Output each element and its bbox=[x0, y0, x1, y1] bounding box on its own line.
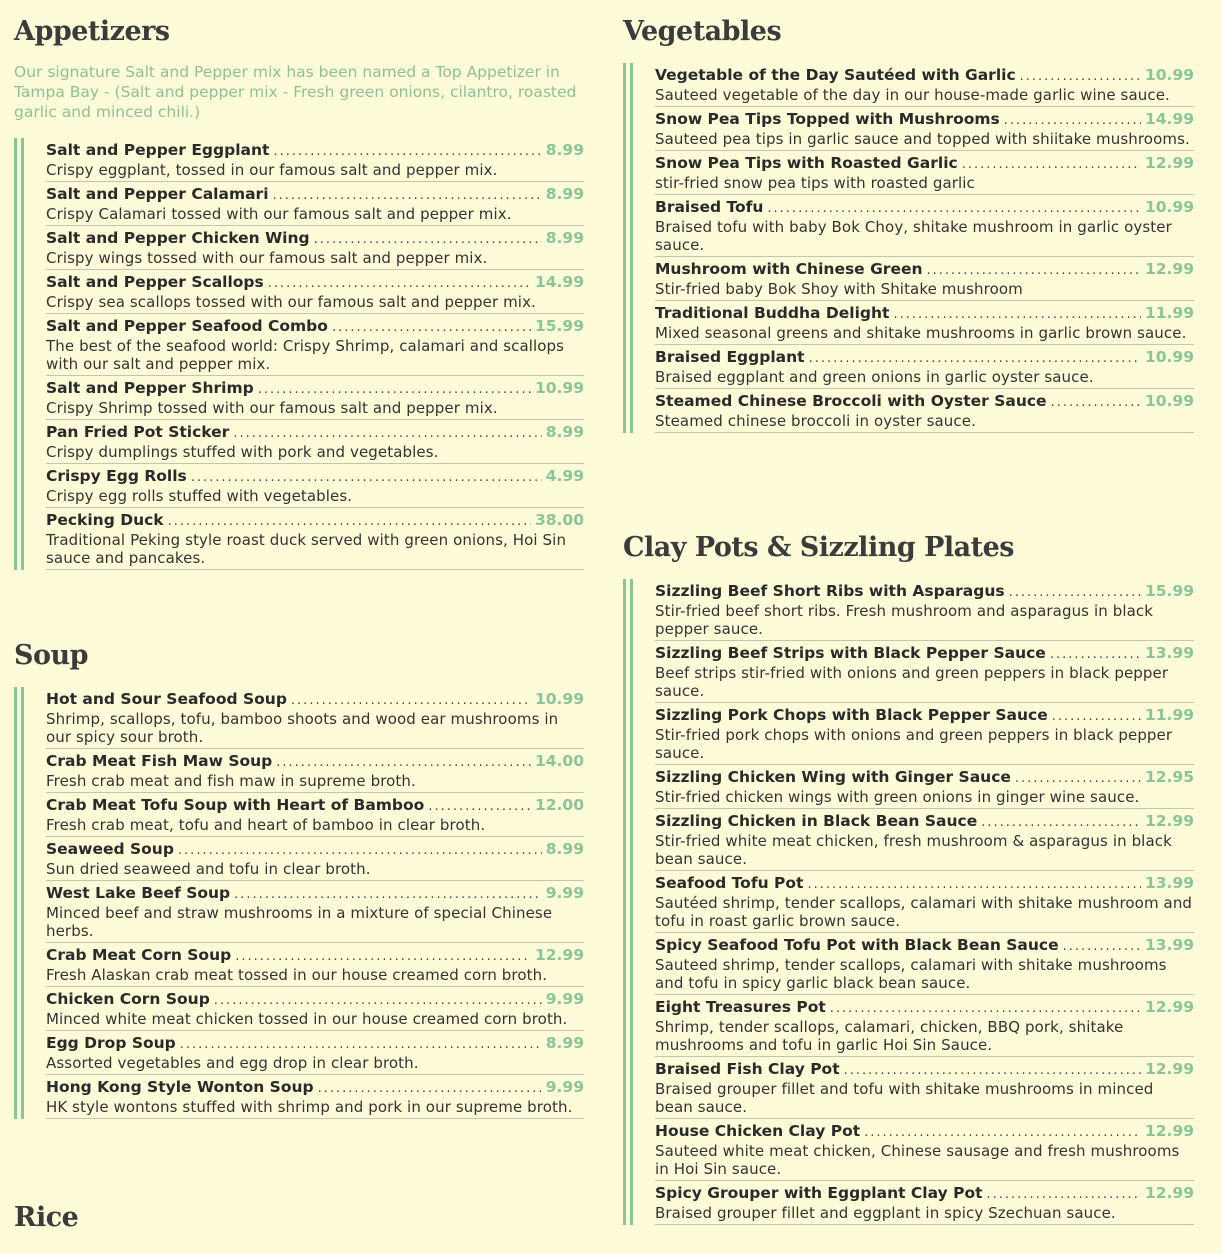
menu-item-name: Salt and Pepper Seafood Combo bbox=[46, 317, 328, 335]
menu-item-header bbox=[655, 768, 1194, 788]
menu-item-header bbox=[46, 185, 584, 205]
dot-leader bbox=[1063, 937, 1141, 956]
menu-item-header bbox=[46, 690, 584, 710]
menu-item-header bbox=[46, 141, 584, 161]
menu-item-description: Stir-fried white meat chicken, fresh mushroom & asparagus in black bean sauce. bbox=[655, 832, 1172, 868]
menu-item-name: Crab Meat Tofu Soup with Heart of Bamboo bbox=[46, 796, 425, 814]
menu-item-description: Braised grouper fillet and eggplant in spicy Szechuan sauce. bbox=[655, 1204, 1116, 1222]
menu-item bbox=[46, 987, 584, 1031]
menu-item-description: Shrimp, scallops, tofu, bamboo shoots and wood ear mushrooms in our spicy sour broth. bbox=[46, 710, 559, 746]
dot-leader bbox=[180, 1035, 542, 1054]
menu-item-description: Braised grouper fillet and tofu with shitake mushrooms in minced bean sauce. bbox=[655, 1080, 1154, 1116]
menu-item-description: stir-fried snow pea tips with roasted garlic bbox=[655, 174, 975, 192]
menu-item-price: 11.99 bbox=[1144, 706, 1194, 724]
menu-item-name: Egg Drop Soup bbox=[46, 1034, 176, 1052]
menu-item-header bbox=[655, 348, 1194, 368]
menu-item-description: Sun dried seaweed and tofu in clear broth. bbox=[46, 860, 371, 878]
rice-title: Rice bbox=[14, 1202, 79, 1233]
menu-item-header bbox=[655, 936, 1194, 956]
menu-item-header bbox=[46, 379, 584, 399]
menu-item-header bbox=[46, 840, 584, 860]
dot-leader bbox=[1004, 111, 1141, 130]
menu-item-description: Beef strips stir-fried with onions and green peppers in black pepper sauce. bbox=[655, 664, 1169, 700]
menu-item bbox=[655, 579, 1194, 641]
menu-item-price: 12.95 bbox=[1144, 768, 1194, 786]
menu-item-description: Minced beef and straw mushrooms in a mixture of special Chinese herbs. bbox=[46, 904, 553, 940]
dot-leader bbox=[809, 349, 1141, 368]
menu-item-name: Pan Fried Pot Sticker bbox=[46, 423, 230, 441]
menu-item bbox=[655, 1057, 1194, 1119]
menu-item bbox=[655, 257, 1194, 301]
dot-leader bbox=[291, 691, 531, 710]
menu-item-price: 8.99 bbox=[545, 840, 584, 858]
menu-item-header bbox=[655, 1060, 1194, 1080]
menu-item bbox=[46, 1031, 584, 1075]
menu-item-price: 12.99 bbox=[1144, 260, 1194, 278]
menu-item-description: Crispy eggplant, tossed in our famous salt and pepper mix. bbox=[46, 161, 498, 179]
menu-item-header bbox=[655, 66, 1194, 86]
menu-item-name: Braised Eggplant bbox=[655, 348, 805, 366]
menu-item-header bbox=[46, 884, 584, 904]
menu-item-description: Crispy Calamari tossed with our famous salt and pepper mix. bbox=[46, 205, 512, 223]
menu-item-description: Fresh Alaskan crab meat tossed in our house creamed corn broth. bbox=[46, 966, 548, 984]
menu-item-price: 10.99 bbox=[534, 379, 584, 397]
menu-item-price: 13.99 bbox=[1144, 874, 1194, 892]
claypots-list bbox=[623, 579, 1194, 1225]
dot-leader bbox=[1020, 67, 1141, 86]
dot-leader bbox=[864, 1123, 1141, 1142]
menu-item-description: Crispy sea scallops tossed with our famous salt and pepper mix. bbox=[46, 293, 536, 311]
menu-item-description: Shrimp, tender scallops, calamari, chicken, BBQ pork, shitake mushrooms and tofu in garlic Hoi Sin Sauce. bbox=[655, 1018, 1124, 1054]
dot-leader bbox=[168, 512, 531, 531]
dot-leader bbox=[807, 875, 1141, 894]
dot-leader bbox=[332, 318, 531, 337]
dot-leader bbox=[1052, 707, 1141, 726]
menu-item-price: 13.99 bbox=[1144, 936, 1194, 954]
menu-item-header bbox=[655, 874, 1194, 894]
menu-item-description: Sauteed shrimp, tender scallops, calamari with shitake mushrooms and tofu in spicy garlic black bean sauce. bbox=[655, 956, 1167, 992]
menu-item-price: 8.99 bbox=[545, 229, 584, 247]
dot-leader bbox=[273, 186, 542, 205]
menu-item-description: Stir-fried pork chops with onions and green peppers in black pepper sauce. bbox=[655, 726, 1173, 762]
menu-item-name: Pecking Duck bbox=[46, 511, 164, 529]
dot-leader bbox=[767, 199, 1141, 218]
dot-leader bbox=[268, 274, 531, 293]
menu-item bbox=[46, 749, 584, 793]
menu-item-description: Sautéed shrimp, tender scallops, calamari with shitake mushroom and tofu in roast garlic brown sauce. bbox=[655, 894, 1193, 930]
menu-item-name: Salt and Pepper Eggplant bbox=[46, 141, 270, 159]
menu-item-description: Sauteed vegetable of the day in our house-made garlic wine sauce. bbox=[655, 86, 1170, 104]
menu-item-description: Stir-fried baby Bok Shoy with Shitake mushroom bbox=[655, 280, 1023, 298]
menu-item-price: 12.00 bbox=[534, 796, 584, 814]
menu-item-name: Traditional Buddha Delight bbox=[655, 304, 890, 322]
menu-item bbox=[655, 809, 1194, 871]
dot-leader bbox=[987, 1185, 1141, 1204]
dot-leader bbox=[214, 991, 542, 1010]
menu-item-price: 10.99 bbox=[1144, 66, 1194, 84]
menu-item-name: Seafood Tofu Pot bbox=[655, 874, 804, 892]
menu-item-header bbox=[46, 990, 584, 1010]
menu-item bbox=[655, 1119, 1194, 1181]
menu-item bbox=[46, 226, 584, 270]
soup-list bbox=[14, 687, 584, 1119]
menu-item-description: Minced white meat chicken tossed in our house creamed corn broth. bbox=[46, 1010, 568, 1028]
dot-leader bbox=[235, 947, 531, 966]
menu-item-header bbox=[46, 1034, 584, 1054]
menu-item-description: The best of the seafood world: Crispy Shrimp, calamari and scallops with our salt and pepper mix. bbox=[46, 337, 565, 373]
dot-leader bbox=[276, 753, 531, 772]
menu-item-header bbox=[46, 511, 584, 531]
menu-item-name: Eight Treasures Pot bbox=[655, 998, 826, 1016]
menu-item-description: Fresh crab meat, tofu and heart of bamboo in clear broth. bbox=[46, 816, 486, 834]
menu-item-name: Steamed Chinese Broccoli with Oyster Sauce bbox=[655, 392, 1047, 410]
menu-item bbox=[46, 464, 584, 508]
menu-item-description: Mixed seasonal greens and shitake mushrooms in garlic brown sauce. bbox=[655, 324, 1187, 342]
menu-item-price: 13.99 bbox=[1144, 644, 1194, 662]
menu-item-name: Snow Pea Tips with Roasted Garlic bbox=[655, 154, 958, 172]
menu-item-description: Fresh crab meat and fish maw in supreme broth. bbox=[46, 772, 416, 790]
dot-leader bbox=[318, 1079, 542, 1098]
dot-leader bbox=[830, 999, 1141, 1018]
menu-item-header bbox=[655, 644, 1194, 664]
vegetables-section bbox=[623, 14, 1194, 433]
menu-item-name: Vegetable of the Day Sautéed with Garlic bbox=[655, 66, 1016, 84]
appetizers-list bbox=[14, 138, 584, 570]
menu-item-price: 8.99 bbox=[545, 423, 584, 441]
menu-item-price: 15.99 bbox=[1144, 582, 1194, 600]
menu-item-price: 12.99 bbox=[1144, 1122, 1194, 1140]
menu-item-header bbox=[46, 423, 584, 443]
menu-item bbox=[655, 871, 1194, 933]
menu-item-header bbox=[46, 317, 584, 337]
menu-item-description: Sauteed pea tips in garlic sauce and topped with shiitake mushrooms. bbox=[655, 130, 1190, 148]
soup-title: Soup bbox=[14, 640, 89, 671]
menu-item-name: Hong Kong Style Wonton Soup bbox=[46, 1078, 314, 1096]
menu-item-price: 15.99 bbox=[534, 317, 584, 335]
menu-item-description: HK style wontons stuffed with shrimp and pork in our supreme broth. bbox=[46, 1098, 573, 1116]
vegetables-list bbox=[623, 63, 1194, 433]
menu-item-header bbox=[655, 812, 1194, 832]
menu-item-name: Crab Meat Fish Maw Soup bbox=[46, 752, 273, 770]
menu-item-name: Hot and Sour Seafood Soup bbox=[46, 690, 287, 708]
menu-item bbox=[46, 1075, 584, 1119]
menu-item-header bbox=[46, 946, 584, 966]
dot-leader bbox=[893, 305, 1141, 324]
menu-item-header bbox=[655, 998, 1194, 1018]
menu-item-price: 10.99 bbox=[534, 690, 584, 708]
menu-item-name: Braised Tofu bbox=[655, 198, 764, 216]
dot-leader bbox=[962, 155, 1141, 174]
menu-item bbox=[46, 943, 584, 987]
menu-item bbox=[655, 195, 1194, 257]
menu-item-name: Snow Pea Tips Topped with Mushrooms bbox=[655, 110, 1000, 128]
dot-leader bbox=[233, 424, 541, 443]
menu-item-header bbox=[655, 260, 1194, 280]
menu-item-name: Spicy Seafood Tofu Pot with Black Bean Sauce bbox=[655, 936, 1059, 954]
menu-item-name: Salt and Pepper Calamari bbox=[46, 185, 269, 203]
menu-item-header bbox=[655, 110, 1194, 130]
menu-item-header bbox=[46, 273, 584, 293]
menu-item-header bbox=[655, 198, 1194, 218]
menu-item-name: Salt and Pepper Chicken Wing bbox=[46, 229, 310, 247]
menu-item-name: Salt and Pepper Shrimp bbox=[46, 379, 254, 397]
menu-item bbox=[655, 151, 1194, 195]
menu-item bbox=[655, 301, 1194, 345]
dot-leader bbox=[191, 468, 542, 487]
menu-item-header bbox=[46, 229, 584, 249]
menu-item-header bbox=[655, 706, 1194, 726]
menu-item-price: 10.99 bbox=[1144, 198, 1194, 216]
dot-leader bbox=[927, 261, 1141, 280]
appetizers-intro: Our signature Salt and Pepper mix has been named a Top Appetizer in Tampa Bay - (Salt and pepper mix - Fresh green onions, cilantro, roasted garlic and minced chili.) bbox=[14, 63, 577, 121]
menu-item-header bbox=[655, 1184, 1194, 1204]
menu-item bbox=[655, 765, 1194, 809]
appetizers-title: Appetizers bbox=[14, 16, 170, 47]
menu-item-header bbox=[46, 1078, 584, 1098]
menu-item bbox=[46, 314, 584, 376]
menu-item-header bbox=[655, 1122, 1194, 1142]
menu-item-header bbox=[655, 582, 1194, 602]
menu-item-description: Crispy wings tossed with our famous salt and pepper mix. bbox=[46, 249, 488, 267]
menu-item bbox=[46, 138, 584, 182]
claypots-section bbox=[623, 530, 1194, 1225]
menu-item-description: Steamed chinese broccoli in oyster sauce. bbox=[655, 412, 976, 430]
menu-item-name: Braised Fish Clay Pot bbox=[655, 1060, 840, 1078]
menu-item-description: Stir-fried chicken wings with green onions in ginger wine sauce. bbox=[655, 788, 1140, 806]
menu-item-header bbox=[46, 796, 584, 816]
menu-item bbox=[46, 508, 584, 570]
dot-leader bbox=[314, 230, 542, 249]
menu-item-price: 10.99 bbox=[1144, 392, 1194, 410]
menu-item bbox=[655, 63, 1194, 107]
menu-item-header bbox=[655, 154, 1194, 174]
rice-section bbox=[14, 1200, 584, 1236]
menu-item-description: Braised tofu with baby Bok Choy, shitake mushroom in garlic oyster sauce. bbox=[655, 218, 1172, 254]
menu-item-name: Mushroom with Chinese Green bbox=[655, 260, 923, 278]
menu-item-header bbox=[46, 467, 584, 487]
menu-item-name: Sizzling Pork Chops with Black Pepper Sauce bbox=[655, 706, 1048, 724]
dot-leader bbox=[273, 142, 541, 161]
menu-item-price: 14.99 bbox=[1144, 110, 1194, 128]
menu-item-price: 9.99 bbox=[545, 884, 584, 902]
dot-leader bbox=[844, 1061, 1141, 1080]
menu-item-description: Assorted vegetables and egg drop in clear broth. bbox=[46, 1054, 419, 1072]
menu-item bbox=[655, 995, 1194, 1057]
menu-item-price: 14.99 bbox=[534, 273, 584, 291]
vegetables-title: Vegetables bbox=[623, 16, 782, 47]
menu-item bbox=[655, 389, 1194, 433]
menu-item-name: Chicken Corn Soup bbox=[46, 990, 210, 1008]
menu-item-price: 9.99 bbox=[545, 990, 584, 1008]
menu-item-name: West Lake Beef Soup bbox=[46, 884, 231, 902]
menu-item bbox=[46, 837, 584, 881]
menu-item bbox=[46, 687, 584, 749]
menu-item-price: 9.99 bbox=[545, 1078, 584, 1096]
menu-item-name: Crab Meat Corn Soup bbox=[46, 946, 232, 964]
menu-item-name: Sizzling Beef Strips with Black Pepper Sauce bbox=[655, 644, 1046, 662]
menu-item-name: Seaweed Soup bbox=[46, 840, 174, 858]
menu-item-price: 8.99 bbox=[545, 141, 584, 159]
dot-leader bbox=[1050, 645, 1141, 664]
menu-item-description: Sauteed white meat chicken, Chinese sausage and fresh mushrooms in Hoi Sin sauce. bbox=[655, 1142, 1180, 1178]
dot-leader bbox=[258, 380, 531, 399]
menu-item bbox=[655, 703, 1194, 765]
menu-item bbox=[46, 881, 584, 943]
menu-item-name: Spicy Grouper with Eggplant Clay Pot bbox=[655, 1184, 983, 1202]
menu-item bbox=[46, 270, 584, 314]
menu-item-description: Crispy dumplings stuffed with pork and vegetables. bbox=[46, 443, 439, 461]
appetizers-section bbox=[14, 14, 584, 570]
dot-leader bbox=[178, 841, 542, 860]
menu-item-price: 8.99 bbox=[545, 1034, 584, 1052]
dot-leader bbox=[981, 813, 1141, 832]
menu-item-description: Crispy egg rolls stuffed with vegetables. bbox=[46, 487, 353, 505]
menu-item-description: Braised eggplant and green onions in garlic oyster sauce. bbox=[655, 368, 1094, 386]
menu-item-description: Stir-fried beef short ribs. Fresh mushroom and asparagus in black pepper sauce. bbox=[655, 602, 1154, 638]
menu-item bbox=[46, 182, 584, 226]
menu-item-name: Sizzling Beef Short Ribs with Asparagus bbox=[655, 582, 1005, 600]
menu-item-price: 12.99 bbox=[1144, 812, 1194, 830]
dot-leader bbox=[1051, 393, 1141, 412]
menu-item-price: 12.99 bbox=[1144, 1060, 1194, 1078]
menu-item-name: Sizzling Chicken Wing with Ginger Sauce bbox=[655, 768, 1011, 786]
menu-item-name: Sizzling Chicken in Black Bean Sauce bbox=[655, 812, 978, 830]
menu-item-name: House Chicken Clay Pot bbox=[655, 1122, 861, 1140]
menu-item-price: 10.99 bbox=[1144, 348, 1194, 366]
menu-item-header bbox=[46, 752, 584, 772]
menu-item bbox=[46, 420, 584, 464]
dot-leader bbox=[428, 797, 531, 816]
menu-item bbox=[46, 793, 584, 837]
menu-item-price: 12.99 bbox=[1144, 154, 1194, 172]
menu-item bbox=[655, 345, 1194, 389]
menu-item-price: 8.99 bbox=[545, 185, 584, 203]
menu-item bbox=[655, 107, 1194, 151]
menu-item-header bbox=[655, 304, 1194, 324]
dot-leader bbox=[234, 885, 542, 904]
claypots-title: Clay Pots & Sizzling Plates bbox=[623, 532, 1015, 563]
menu-item bbox=[655, 641, 1194, 703]
menu-item-description: Traditional Peking style roast duck served with green onions, Hoi Sin sauce and pancakes. bbox=[46, 531, 567, 567]
menu-item-price: 11.99 bbox=[1144, 304, 1194, 322]
menu-item-price: 12.99 bbox=[534, 946, 584, 964]
menu-item-description: Crispy Shrimp tossed with our famous salt and pepper mix. bbox=[46, 399, 498, 417]
menu-item bbox=[655, 1181, 1194, 1225]
soup-section bbox=[14, 638, 584, 1119]
menu-item-price: 12.99 bbox=[1144, 1184, 1194, 1202]
menu-item-price: 14.00 bbox=[534, 752, 584, 770]
menu-item-price: 12.99 bbox=[1144, 998, 1194, 1016]
menu-item-price: 4.99 bbox=[545, 467, 584, 485]
menu-item-header bbox=[655, 392, 1194, 412]
menu-item bbox=[46, 376, 584, 420]
menu-item-name: Crispy Egg Rolls bbox=[46, 467, 187, 485]
dot-leader bbox=[1009, 583, 1141, 602]
menu-item bbox=[655, 933, 1194, 995]
menu-item-name: Salt and Pepper Scallops bbox=[46, 273, 264, 291]
menu-item-price: 38.00 bbox=[534, 511, 584, 529]
dot-leader bbox=[1015, 769, 1141, 788]
